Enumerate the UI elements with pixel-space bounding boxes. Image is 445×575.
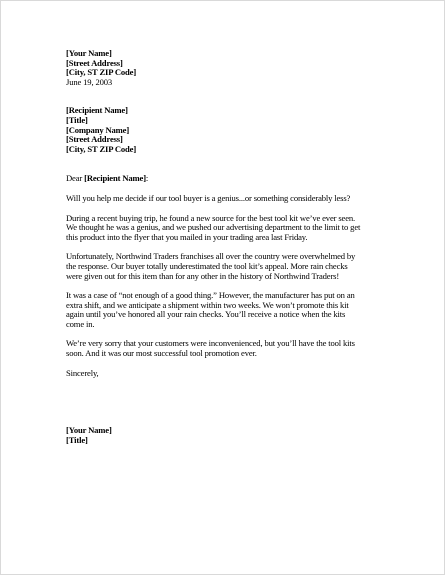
salutation-suffix: : <box>145 173 149 184</box>
body-paragraph-1 <box>66 194 416 204</box>
body-line: were given out for this item than for any other in the history of Northwind Traders! <box>66 270 340 281</box>
signature-block <box>66 426 416 445</box>
body-line: It was a case of “not enough of a good thing.” However, the manufacturer has put on an <box>66 290 355 301</box>
body-line: this product into the flyer that you mailed in your trading area last Friday. <box>66 231 308 242</box>
salutation <box>66 174 416 184</box>
body-paragraph-3 <box>66 252 416 281</box>
sender-street: [Street Address] <box>66 57 123 68</box>
body-line: the response. Our buyer totally underestimated the tool kit’s appeal. More rain checks <box>66 260 348 271</box>
body-paragraph-5 <box>66 339 416 358</box>
body-line: Will you help me decide if our tool buyer is a genius...or something considerably less? <box>66 192 351 203</box>
salutation-prefix: Dear <box>66 173 85 184</box>
recipient-company: [Company Name] <box>66 124 130 135</box>
letter <box>66 49 416 445</box>
recipient-street: [Street Address] <box>66 134 123 145</box>
recipient-title: [Title] <box>66 114 88 125</box>
body-line: soon. And it was our most successful tool promotion ever. <box>66 348 257 359</box>
signature-title: [Title] <box>66 434 88 445</box>
body-line: again until you’ve honored all your rain checks. You’ll receive a notice when the kits <box>66 309 346 320</box>
body-line: extra shift, and we anticipate a shipment within two weeks. We won’t promote this kit <box>66 299 349 310</box>
sender-address-block <box>66 49 416 78</box>
body-paragraph-4 <box>66 291 416 329</box>
body-paragraph-2 <box>66 214 416 243</box>
letter-date: June 19, 2003 <box>66 76 113 87</box>
body-line: During a recent buying trip, he found a new source for the best tool kit we’ve ever seen. <box>66 212 356 223</box>
salutation-name: [Recipient Name] <box>84 173 146 184</box>
body-line: We’re very sorry that your customers were inconvenienced, but you’ll have the tool kits <box>66 338 355 349</box>
sender-city: [City, ST ZIP Code] <box>66 67 137 78</box>
body-line: come in. <box>66 318 95 329</box>
closing: Sincerely, <box>66 367 99 378</box>
recipient-address-block <box>66 106 416 154</box>
recipient-name: [Recipient Name] <box>66 105 128 116</box>
body-line: Unfortunately, Northwind Traders franchises all over the country were overwhelmed by <box>66 251 356 262</box>
recipient-city: [City, ST ZIP Code] <box>66 143 137 154</box>
signature-name: [Your Name] <box>66 425 112 436</box>
sender-name: [Your Name] <box>66 48 112 58</box>
body-line: We thought he was a genius, and we pushed our advertising department to the limit to get <box>66 222 361 233</box>
